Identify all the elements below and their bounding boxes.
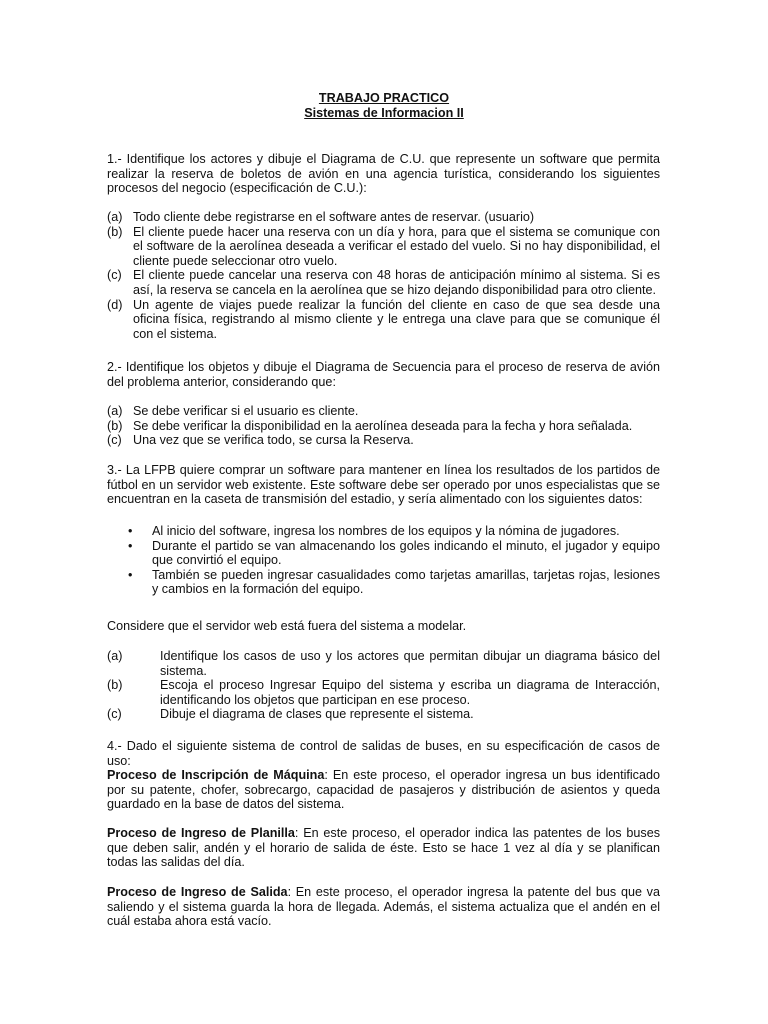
list-item — [107, 707, 660, 722]
process-name: Proceso de Inscripción de Máquina — [107, 768, 325, 782]
question-2-list — [107, 404, 660, 448]
bullet-item — [107, 524, 660, 539]
item-label: (b) — [107, 224, 123, 239]
page-title: TRABAJO PRACTICO — [318, 91, 450, 105]
item-label: (a) — [107, 404, 123, 418]
process-text: : En este proceso, el operador ingresa un bus identificado por su patente, chofer, sobrecargo, capacidad de pasajeros y distribución de asientos y queda guardado en la base de datos del sistema. — [107, 768, 660, 812]
item-text: Identifique los casos de uso y los actores que permitan dibujar un diagrama básico del sistema. — [160, 649, 660, 678]
process-text: : En este proceso, el operador ingresa la patente del bus que va saliendo y el sistema guarda la hora de llegada. Además, el sistema actualiza que el andén en el cuál estaba ahora está vacío. — [107, 885, 660, 929]
item-text: Se debe verificar si el usuario es cliente. — [133, 404, 359, 418]
item-label: (a) — [107, 210, 123, 224]
item-text: El cliente puede cancelar una reserva con 48 horas de anticipación mínimo al sistema. Si es así, la reserva se cancela en la aerolínea que se hizo dejando disponibilidad para otro cliente. — [133, 268, 660, 297]
item-text: El cliente puede hacer una reserva con un día y hora, para que el sistema se comunique con el software de la aerolínea deseada a verificar el estado del vuelo. Si no hay disponibilidad, el cliente puede seleccionar otro vuelo. — [133, 224, 660, 268]
list-item — [107, 649, 660, 678]
question-3-note: Considere que el servidor web está fuera del sistema a modelar. — [107, 619, 467, 633]
question-4-intro: 4.- Dado el siguiente sistema de control de salidas de buses, en su especificación de casos de uso: — [107, 739, 660, 768]
item-label: (c) — [107, 433, 122, 448]
process-paragraph — [107, 885, 660, 929]
process-paragraph — [107, 768, 660, 812]
list-item — [107, 433, 660, 448]
item-text: Todo cliente debe registrarse en el software antes de reservar. (usuario) — [133, 210, 535, 224]
list-item — [107, 298, 660, 342]
bullet-item — [107, 568, 660, 597]
item-label: (d) — [107, 297, 123, 312]
question-3-bullets — [107, 524, 660, 597]
list-item — [107, 268, 660, 297]
list-item — [107, 225, 660, 269]
bullet-text: Al inicio del software, ingresa los nombres de los equipos y la nómina de jugadores. — [152, 524, 620, 538]
bullet-item — [107, 539, 660, 568]
process-name: Proceso de Ingreso de Planilla — [107, 826, 295, 840]
item-text: Una vez que se verifica todo, se cursa la Reserva. — [133, 433, 414, 448]
bullet-icon: • — [128, 538, 133, 553]
item-text: Un agente de viajes puede realizar la función del cliente en caso de que sea desde una oficina física, registrando al mismo cliente y le entrega una clave para que se comunique él con el sistema. — [133, 297, 660, 341]
question-2-intro: 2.- Identifique los objetos y dibuje el Diagrama de Secuencia para el proceso de reserva de avión del problema anterior, considerando que: — [107, 360, 660, 389]
item-text: Se debe verificar la disponibilidad en la aerolínea deseada para la fecha y hora señalada. — [133, 418, 633, 433]
page-subtitle: Sistemas de Informacion II — [304, 106, 464, 120]
list-item — [107, 404, 660, 419]
bullet-icon: • — [128, 524, 133, 538]
item-label: (a) — [107, 649, 123, 663]
item-label: (b) — [107, 418, 123, 433]
bullet-text: Durante el partido se van almacenando los goles indicando el minuto, el jugador y equipo que convirtió el equipo. — [152, 538, 660, 568]
item-label: (b) — [107, 678, 123, 693]
question-1-intro: 1.- Identifique los actores y dibuje el Diagrama de C.U. que represente un software que permita realizar la reserva de boletos de avión en una agencia turística, considerando los siguientes procesos del negocio (especificación de C.U.): — [107, 152, 660, 196]
item-text: Dibuje el diagrama de clases que represente el sistema. — [160, 707, 474, 722]
question-3-intro: 3.- La LFPB quiere comprar un software para mantener en línea los resultados de los partidos de fútbol en un servidor web existente. Este software debe ser operado por unos especialistas que se encuentran en la caseta de transmisión del estadio, y sería alimentado con los siguientes datos: — [107, 463, 660, 507]
item-text: Escoja el proceso Ingresar Equipo del sistema y escriba un diagrama de Interacción, identificando los objetos que participan en ese proceso. — [160, 678, 660, 707]
item-label: (c) — [107, 268, 122, 283]
bullet-icon: • — [128, 567, 133, 582]
process-name: Proceso de Ingreso de Salida — [107, 885, 288, 899]
process-text: : En este proceso, el operador indica las patentes de los buses que deben salir, andén y el horario de salida de éste. Esto se hace 1 vez al día y se planifican todas las salidas del día. — [107, 826, 661, 870]
process-paragraph — [107, 826, 660, 870]
list-item — [107, 419, 660, 434]
list-item — [107, 210, 660, 225]
question-1-list — [107, 210, 660, 341]
question-3-list — [107, 649, 660, 722]
bullet-text: También se pueden ingresar casualidades como tarjetas amarillas, tarjetas rojas, lesiones y cambios en la formación del equipo. — [152, 567, 660, 597]
list-item — [107, 678, 660, 707]
item-label: (c) — [107, 707, 122, 722]
